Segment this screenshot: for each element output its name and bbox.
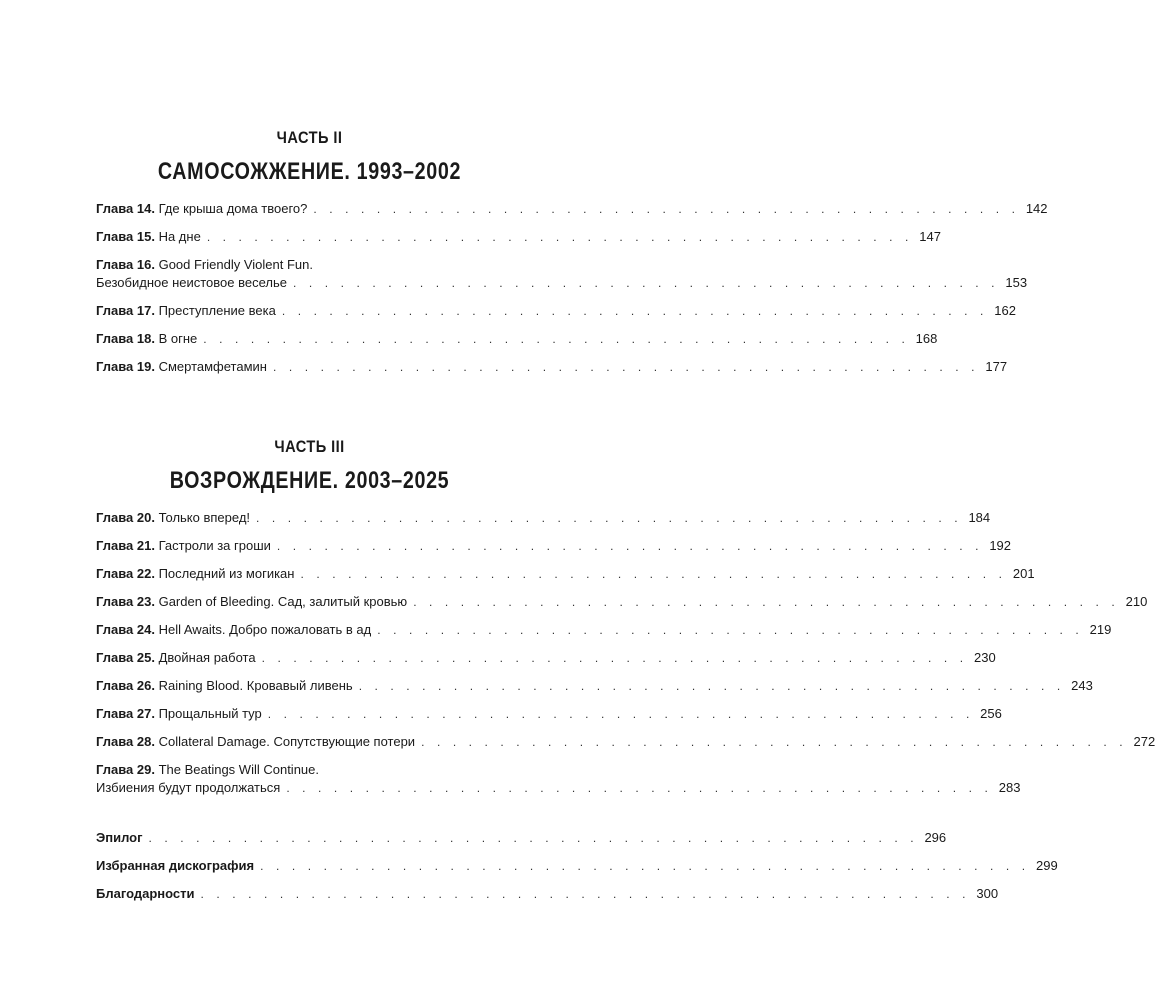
page-number: 177 xyxy=(985,359,1008,374)
toc-entry-ch14[interactable] xyxy=(96,200,1048,218)
leader-dots: . . . . . . . . . . . . . . . . . . . . . . . . . . . . . . . . . . . . . . . . . . . . . xyxy=(377,623,1084,637)
chapter-title: Прощальный тур xyxy=(158,706,262,721)
toc-entry-discography[interactable] xyxy=(96,857,1058,875)
part-2-title: САМОСОЖЖЕНИЕ. 1993–2002 xyxy=(157,158,462,185)
page-number: 219 xyxy=(1089,622,1112,637)
part-3-label: ЧАСТЬ III xyxy=(274,437,345,456)
page-number: 201 xyxy=(1012,566,1035,581)
page-number: 283 xyxy=(998,780,1021,795)
page-number: 153 xyxy=(1005,275,1028,290)
page-number: 147 xyxy=(919,229,941,244)
page-number: 142 xyxy=(1025,201,1048,216)
chapter-title: Raining Blood. Кровавый ливень xyxy=(158,678,353,693)
toc-entry-acknowledgements[interactable] xyxy=(96,885,999,903)
leader-dots: . . . . . . . . . . . . . . . . . . . . . . . . . . . . . . . . . . . . . . . . . . . . . xyxy=(358,679,1065,693)
leader-dots: . . . . . . . . . . . . . . . . . . . . . . . . . . . . . . . . . . . . . . . . . . . . . xyxy=(272,360,980,374)
page-number: 243 xyxy=(1071,678,1093,693)
chapter-label: Глава 14. xyxy=(96,201,155,216)
page-number: 210 xyxy=(1125,594,1148,609)
leader-dots: . . . . . . . . . . . . . . . . . . . . . . . . . . . . . . . . . . . . . . . . . . . . . xyxy=(313,202,1020,216)
chapter-label: Глава 26. xyxy=(96,678,155,693)
leader-dots: . . . . . . . . . . . . . . . . . . . . . . . . . . . . . . . . . . . . . . . . . . . . . xyxy=(206,230,913,244)
leader-dots: . . . . . . . . . . . . . . . . . . . . . . . . . . . . . . . . . . . . . . . . . . . . . xyxy=(276,539,984,553)
chapter-title: The Beatings Will Continue. xyxy=(158,762,319,777)
chapter-label: Глава 15. xyxy=(96,229,155,244)
chapter-title: На дне xyxy=(158,229,201,244)
leader-dots: . . . . . . . . . . . . . . . . . . . . . . . . . . . . . . . . . . . . . . . . . . . . . xyxy=(261,651,968,665)
toc-entry-ch24[interactable] xyxy=(96,621,1112,639)
leader-dots: . . . . . . . . . . . . . . . . . . . . . . . . . . . . . . . . . . . . . . . . . . . . . . . . . xyxy=(148,831,919,845)
leader-dots: . . . . . . . . . . . . . . . . . . . . . . . . . . . . . . . . . . . . . . . . . . . . . xyxy=(256,511,963,525)
page-number: 300 xyxy=(976,886,999,901)
leader-dots: . . . . . . . . . . . . . . . . . . . . . . . . . . . . . . . . . . . . . . . . . . . . . xyxy=(203,332,910,346)
page-number: 192 xyxy=(989,538,1012,553)
toc-entry-ch21[interactable] xyxy=(96,537,1012,555)
page-number: 230 xyxy=(974,650,996,665)
chapter-title: Good Friendly Violent Fun. xyxy=(158,257,313,272)
section-title: Эпилог xyxy=(96,830,143,845)
toc-entry-ch18[interactable] xyxy=(96,330,938,348)
page-number: 184 xyxy=(968,510,991,525)
leader-dots: . . . . . . . . . . . . . . . . . . . . . . . . . . . . . . . . . . . . . . . . . . . . . xyxy=(286,781,993,795)
chapter-title: Преступление века xyxy=(158,303,276,318)
chapter-label: Глава 18. xyxy=(96,331,155,346)
leader-dots: . . . . . . . . . . . . . . . . . . . . . . . . . . . . . . . . . . . . . . . . . . . . . xyxy=(281,304,988,318)
page-number: 299 xyxy=(1036,858,1058,873)
leader-dots: . . . . . . . . . . . . . . . . . . . . . . . . . . . . . . . . . . . . . . . . . . . . . xyxy=(421,735,1128,749)
toc-entry-ch23[interactable] xyxy=(96,593,1148,611)
chapter-title-line-2: Безобидное неистовое веселье xyxy=(96,275,287,290)
leader-dots: . . . . . . . . . . . . . . . . . . . . . . . . . . . . . . . . . . . . . . . . . . . . . xyxy=(267,707,974,721)
chapter-label: Глава 17. xyxy=(96,303,155,318)
chapter-title: Последний из могикан xyxy=(158,566,295,581)
chapter-label: Глава 25. xyxy=(96,650,155,665)
chapter-label: Глава 21. xyxy=(96,538,155,553)
leader-dots: . . . . . . . . . . . . . . . . . . . . . . . . . . . . . . . . . . . . . . . . . . . . . xyxy=(292,276,1000,290)
part-3-heading xyxy=(0,437,619,495)
chapter-title: Смертамфетамин xyxy=(158,359,267,374)
toc-entry-ch19[interactable] xyxy=(96,358,1008,376)
toc-entry-ch28[interactable] xyxy=(96,733,1155,751)
chapter-title-line-2: Избиения будут продолжаться xyxy=(96,780,281,795)
part-2-heading xyxy=(0,128,619,186)
chapter-label: Глава 27. xyxy=(96,706,155,721)
chapter-title: Где крыша дома твоего? xyxy=(158,201,308,216)
chapter-title: В огне xyxy=(158,331,198,346)
toc-entry-ch29[interactable] xyxy=(96,761,1021,797)
leader-dots: . . . . . . . . . . . . . . . . . . . . . . . . . . . . . . . . . . . . . . . . . . . . . xyxy=(300,567,1007,581)
toc-entry-ch20[interactable] xyxy=(96,509,991,527)
toc-entry-ch26[interactable] xyxy=(96,677,1093,695)
page-number: 162 xyxy=(994,303,1016,318)
chapter-title: Garden of Bleeding. Сад, залитый кровью xyxy=(158,594,408,609)
section-title: Благодарности xyxy=(96,886,195,901)
toc-entry-ch25[interactable] xyxy=(96,649,996,667)
toc-entry-ch22[interactable] xyxy=(96,565,1035,583)
chapter-title: Гастроли за гроши xyxy=(158,538,271,553)
leader-dots: . . . . . . . . . . . . . . . . . . . . . . . . . . . . . . . . . . . . . . . . . . . . . . . . . xyxy=(260,859,1030,873)
page-number: 296 xyxy=(924,830,947,845)
part-3-title: ВОЗРОЖДЕНИЕ. 2003–2025 xyxy=(169,467,450,494)
toc-entry-epilogue[interactable] xyxy=(96,829,947,847)
toc-entry-ch17[interactable] xyxy=(96,302,1016,320)
chapter-label: Глава 20. xyxy=(96,510,155,525)
chapter-label: Глава 22. xyxy=(96,566,155,581)
chapter-label: Глава 23. xyxy=(96,594,155,609)
chapter-title: Collateral Damage. Сопутствующие потери xyxy=(158,734,416,749)
chapter-label: Глава 16. xyxy=(96,257,155,272)
part-2-label: ЧАСТЬ II xyxy=(276,128,343,147)
chapter-label: Глава 19. xyxy=(96,359,155,374)
chapter-title: Двойная работа xyxy=(158,650,256,665)
page-number: 168 xyxy=(915,331,938,346)
section-title: Избранная дискография xyxy=(96,858,255,873)
toc-entry-ch16[interactable] xyxy=(96,256,1028,292)
page-number: 272 xyxy=(1133,734,1155,749)
chapter-title: Hell Awaits. Добро пожаловать в ад xyxy=(158,622,372,637)
chapter-label: Глава 24. xyxy=(96,622,155,637)
chapter-title: Только вперед! xyxy=(158,510,251,525)
page-number: 256 xyxy=(980,706,1002,721)
leader-dots: . . . . . . . . . . . . . . . . . . . . . . . . . . . . . . . . . . . . . . . . . . . . . xyxy=(413,595,1120,609)
chapter-label: Глава 29. xyxy=(96,762,155,777)
toc-entry-ch15[interactable] xyxy=(96,228,941,246)
leader-dots: . . . . . . . . . . . . . . . . . . . . . . . . . . . . . . . . . . . . . . . . . . . . . . . . . xyxy=(200,887,971,901)
toc-entry-ch27[interactable] xyxy=(96,705,1002,723)
chapter-label: Глава 28. xyxy=(96,734,155,749)
